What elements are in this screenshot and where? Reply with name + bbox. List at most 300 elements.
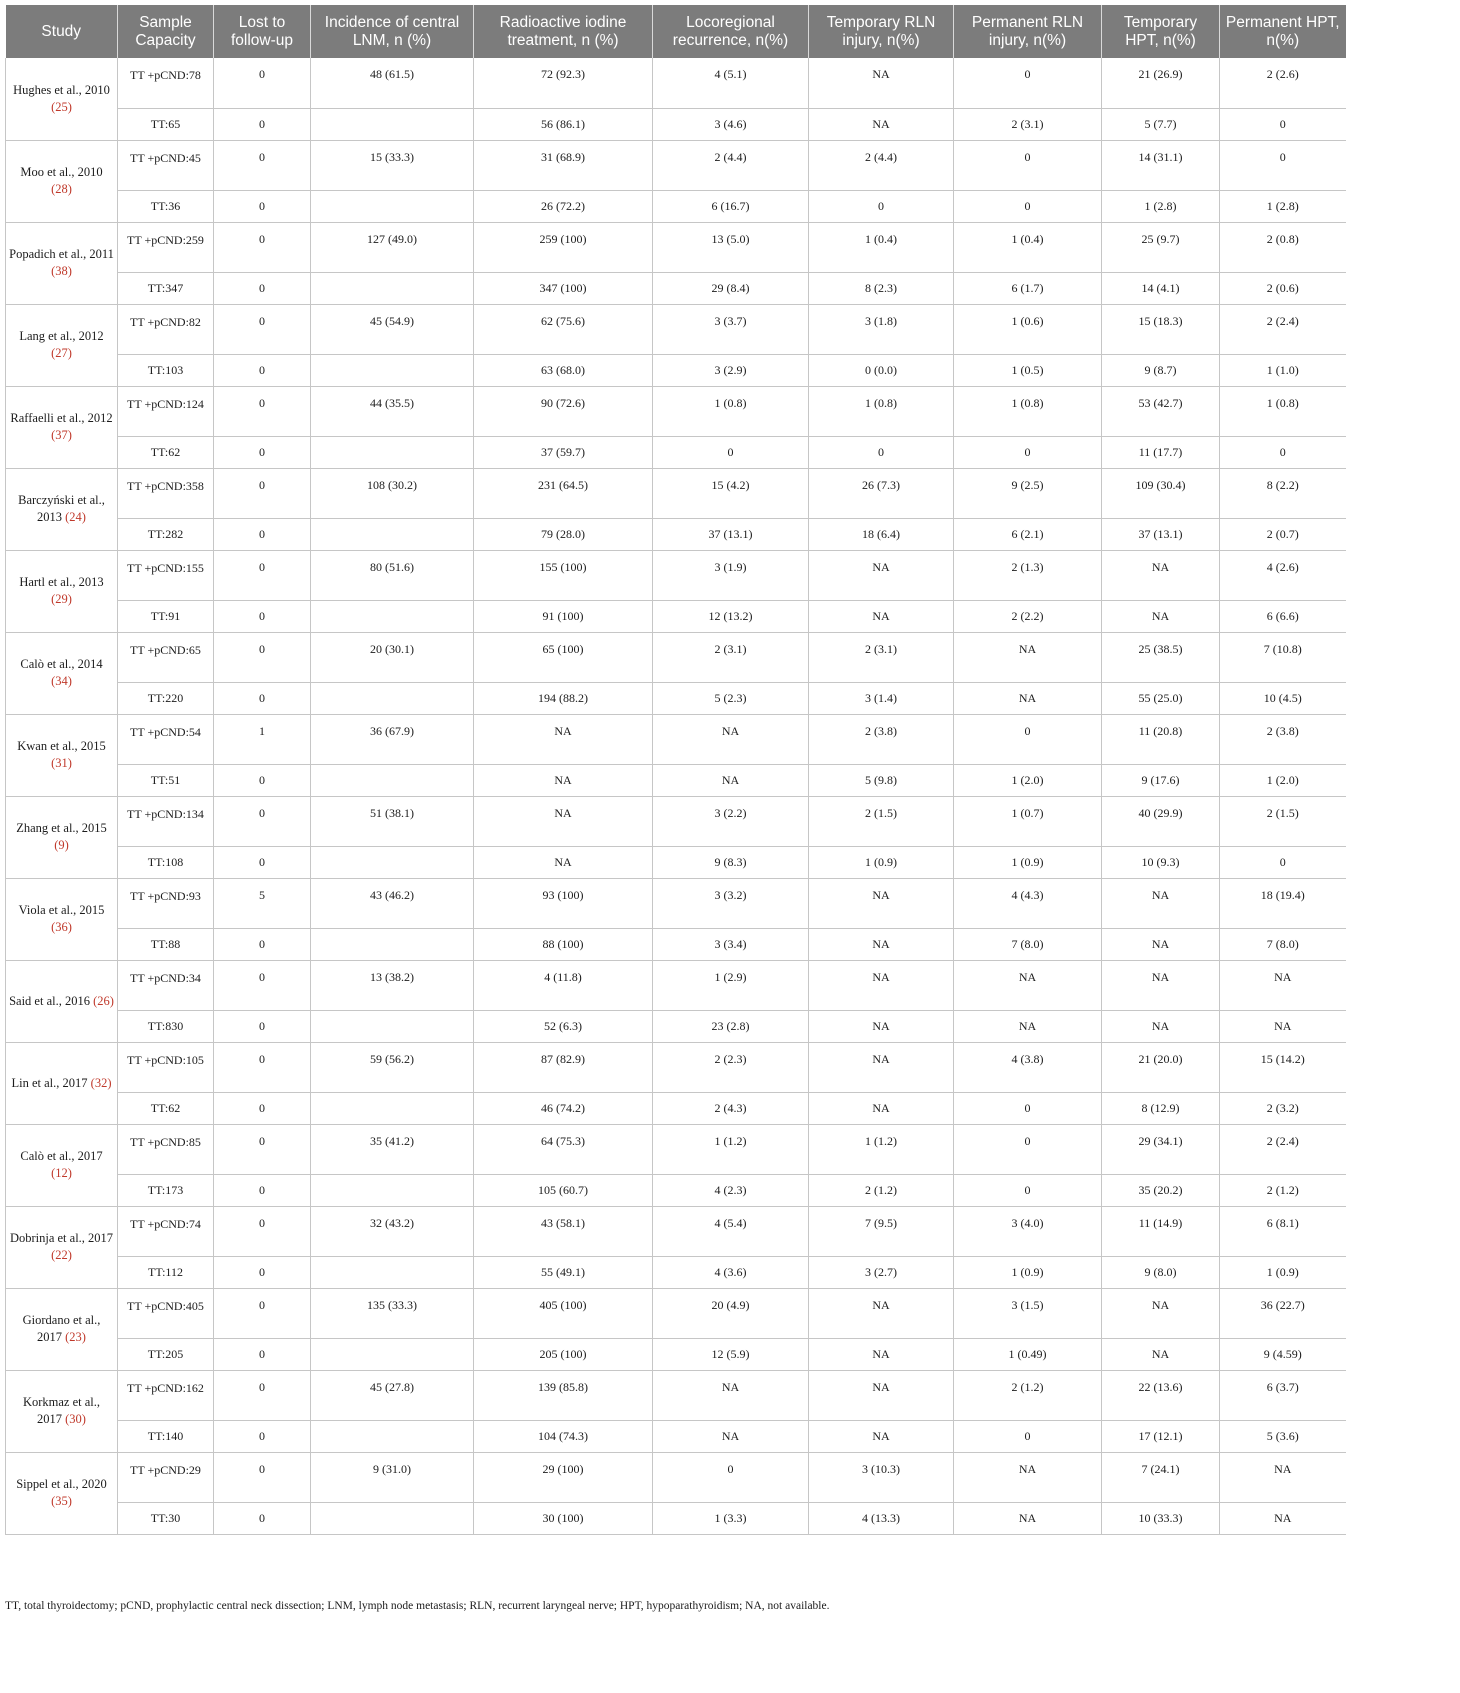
temporary-rln-injury-cell: NA xyxy=(809,928,954,960)
temporary-rln-injury-cell: NA xyxy=(809,1338,954,1370)
central-lnm-cell: 51 (38.1) xyxy=(311,796,474,846)
lost-to-follow-up-cell: 0 xyxy=(214,1502,311,1534)
permanent-hpt-cell: NA xyxy=(1220,1010,1346,1042)
central-lnm-cell xyxy=(311,108,474,140)
lost-to-follow-up-cell: 0 xyxy=(214,468,311,518)
locoregional-recurrence-cell: 29 (8.4) xyxy=(653,272,809,304)
radioactive-iodine-cell: 64 (75.3) xyxy=(474,1124,653,1174)
temporary-rln-injury-cell: 0 (0.0) xyxy=(809,354,954,386)
lost-to-follow-up-cell: 0 xyxy=(214,1124,311,1174)
temporary-rln-injury-cell: NA xyxy=(809,1370,954,1420)
lost-to-follow-up-cell: 0 xyxy=(214,518,311,550)
table-row xyxy=(6,550,1346,600)
temporary-rln-injury-cell: 3 (1.8) xyxy=(809,304,954,354)
temporary-rln-injury-cell: 0 xyxy=(809,436,954,468)
study-name: Calò et al., 2014 xyxy=(20,657,103,671)
table-row xyxy=(6,1420,1346,1452)
central-lnm-cell: 45 (54.9) xyxy=(311,304,474,354)
permanent-rln-injury-cell: 6 (1.7) xyxy=(954,272,1102,304)
reference-link[interactable]: (9) xyxy=(54,838,69,852)
permanent-rln-injury-cell: 0 xyxy=(954,190,1102,222)
header-permanent-rln-injury: Permanent RLN injury, n(%) xyxy=(954,5,1102,58)
study-cell xyxy=(6,1452,118,1534)
lost-to-follow-up-cell: 0 xyxy=(214,436,311,468)
radioactive-iodine-cell: NA xyxy=(474,764,653,796)
sample-capacity-cell: TT:205 xyxy=(118,1338,214,1370)
lost-to-follow-up-cell: 0 xyxy=(214,1092,311,1124)
sample-capacity-cell: TT +pCND:65 xyxy=(118,632,214,682)
study-cell xyxy=(6,550,118,632)
temporary-hpt-cell: 7 (24.1) xyxy=(1102,1452,1220,1502)
temporary-hpt-cell: 10 (33.3) xyxy=(1102,1502,1220,1534)
radioactive-iodine-cell: 63 (68.0) xyxy=(474,354,653,386)
header-permanent-hpt: Permanent HPT, n(%) xyxy=(1220,5,1346,58)
permanent-rln-injury-cell: 0 xyxy=(954,58,1102,108)
permanent-hpt-cell: 1 (2.0) xyxy=(1220,764,1346,796)
locoregional-recurrence-cell: 3 (4.6) xyxy=(653,108,809,140)
locoregional-recurrence-cell: NA xyxy=(653,714,809,764)
temporary-hpt-cell: 11 (20.8) xyxy=(1102,714,1220,764)
locoregional-recurrence-cell: NA xyxy=(653,1420,809,1452)
radioactive-iodine-cell: 194 (88.2) xyxy=(474,682,653,714)
table-row xyxy=(6,846,1346,878)
central-lnm-cell xyxy=(311,1092,474,1124)
temporary-hpt-cell: 25 (9.7) xyxy=(1102,222,1220,272)
table-row xyxy=(6,632,1346,682)
reference-link[interactable]: (35) xyxy=(51,1494,72,1508)
study-name: Kwan et al., 2015 xyxy=(17,739,106,753)
permanent-hpt-cell: 9 (4.59) xyxy=(1220,1338,1346,1370)
table-footnote: TT, total thyroidectomy; pCND, prophylactic central neck dissection; LNM, lymph node metastasis; RLN, recurrent laryngeal nerve; HPT, hypoparathyroidism; NA, not available. xyxy=(5,1600,830,1612)
temporary-rln-injury-cell: 2 (3.1) xyxy=(809,632,954,682)
permanent-rln-injury-cell: 1 (0.9) xyxy=(954,846,1102,878)
temporary-hpt-cell: NA xyxy=(1102,1338,1220,1370)
temporary-hpt-cell: 11 (14.9) xyxy=(1102,1206,1220,1256)
locoregional-recurrence-cell: 0 xyxy=(653,1452,809,1502)
table-row xyxy=(6,960,1346,1010)
study-cell xyxy=(6,714,118,796)
permanent-rln-injury-cell: 1 (0.6) xyxy=(954,304,1102,354)
radioactive-iodine-cell: NA xyxy=(474,846,653,878)
lost-to-follow-up-cell: 0 xyxy=(214,140,311,190)
locoregional-recurrence-cell: 0 xyxy=(653,436,809,468)
permanent-rln-injury-cell: 2 (1.3) xyxy=(954,550,1102,600)
locoregional-recurrence-cell: 1 (2.9) xyxy=(653,960,809,1010)
temporary-hpt-cell: NA xyxy=(1102,600,1220,632)
central-lnm-cell: 127 (49.0) xyxy=(311,222,474,272)
table-row xyxy=(6,518,1346,550)
permanent-hpt-cell: 2 (1.2) xyxy=(1220,1174,1346,1206)
table-row xyxy=(6,222,1346,272)
reference-link[interactable]: (29) xyxy=(51,592,72,606)
radioactive-iodine-cell: 347 (100) xyxy=(474,272,653,304)
temporary-rln-injury-cell: 18 (6.4) xyxy=(809,518,954,550)
temporary-rln-injury-cell: 3 (1.4) xyxy=(809,682,954,714)
radioactive-iodine-cell: 26 (72.2) xyxy=(474,190,653,222)
study-cell xyxy=(6,632,118,714)
central-lnm-cell: 13 (38.2) xyxy=(311,960,474,1010)
permanent-hpt-cell: 1 (1.0) xyxy=(1220,354,1346,386)
permanent-rln-injury-cell: NA xyxy=(954,682,1102,714)
sample-capacity-cell: TT:112 xyxy=(118,1256,214,1288)
radioactive-iodine-cell: 56 (86.1) xyxy=(474,108,653,140)
lost-to-follow-up-cell: 0 xyxy=(214,190,311,222)
lost-to-follow-up-cell: 0 xyxy=(214,354,311,386)
radioactive-iodine-cell: 231 (64.5) xyxy=(474,468,653,518)
sample-capacity-cell: TT:173 xyxy=(118,1174,214,1206)
permanent-hpt-cell: NA xyxy=(1220,1502,1346,1534)
lost-to-follow-up-cell: 0 xyxy=(214,682,311,714)
central-lnm-cell: 44 (35.5) xyxy=(311,386,474,436)
temporary-hpt-cell: 14 (31.1) xyxy=(1102,140,1220,190)
locoregional-recurrence-cell: 13 (5.0) xyxy=(653,222,809,272)
table-row xyxy=(6,1338,1346,1370)
lost-to-follow-up-cell: 0 xyxy=(214,550,311,600)
study-name: Popadich et al., 2011 xyxy=(9,247,114,261)
radioactive-iodine-cell: 46 (74.2) xyxy=(474,1092,653,1124)
temporary-hpt-cell: NA xyxy=(1102,928,1220,960)
temporary-rln-injury-cell: 3 (2.7) xyxy=(809,1256,954,1288)
reference-link[interactable]: (28) xyxy=(51,182,72,196)
temporary-rln-injury-cell: 2 (1.2) xyxy=(809,1174,954,1206)
lost-to-follow-up-cell: 0 xyxy=(214,272,311,304)
radioactive-iodine-cell: 205 (100) xyxy=(474,1338,653,1370)
sample-capacity-cell: TT +pCND:54 xyxy=(118,714,214,764)
temporary-rln-injury-cell: 3 (10.3) xyxy=(809,1452,954,1502)
permanent-rln-injury-cell: NA xyxy=(954,960,1102,1010)
sample-capacity-cell: TT:91 xyxy=(118,600,214,632)
locoregional-recurrence-cell: 12 (13.2) xyxy=(653,600,809,632)
central-lnm-cell xyxy=(311,436,474,468)
study-cell xyxy=(6,1288,118,1370)
lost-to-follow-up-cell: 0 xyxy=(214,58,311,108)
locoregional-recurrence-cell: 4 (2.3) xyxy=(653,1174,809,1206)
study-cell xyxy=(6,58,118,140)
temporary-hpt-cell: 21 (20.0) xyxy=(1102,1042,1220,1092)
permanent-rln-injury-cell: 3 (1.5) xyxy=(954,1288,1102,1338)
permanent-rln-injury-cell: 0 xyxy=(954,1174,1102,1206)
reference-link[interactable]: (34) xyxy=(51,674,72,688)
sample-capacity-cell: TT +pCND:82 xyxy=(118,304,214,354)
study-name: Lang et al., 2012 xyxy=(19,329,104,343)
reference-link[interactable]: (32) xyxy=(90,1075,112,1090)
central-lnm-cell xyxy=(311,764,474,796)
temporary-rln-injury-cell: NA xyxy=(809,550,954,600)
radioactive-iodine-cell: 87 (82.9) xyxy=(474,1042,653,1092)
permanent-rln-injury-cell: 2 (2.2) xyxy=(954,600,1102,632)
sample-capacity-cell: TT +pCND:85 xyxy=(118,1124,214,1174)
study-name: Viola et al., 2015 xyxy=(18,903,105,917)
central-lnm-cell xyxy=(311,928,474,960)
temporary-hpt-cell: 5 (7.7) xyxy=(1102,108,1220,140)
lost-to-follow-up-cell: 0 xyxy=(214,108,311,140)
lost-to-follow-up-cell: 0 xyxy=(214,1338,311,1370)
central-lnm-cell: 80 (51.6) xyxy=(311,550,474,600)
study-name: Calò et al., 2017 xyxy=(20,1149,103,1163)
lost-to-follow-up-cell: 0 xyxy=(214,304,311,354)
locoregional-recurrence-cell: 15 (4.2) xyxy=(653,468,809,518)
locoregional-recurrence-cell: 3 (3.4) xyxy=(653,928,809,960)
permanent-rln-injury-cell: NA xyxy=(954,1502,1102,1534)
central-lnm-cell xyxy=(311,1256,474,1288)
reference-link[interactable]: (25) xyxy=(51,99,72,114)
header-temporary-rln-injury: Temporary RLN injury, n(%) xyxy=(809,5,954,58)
table-row xyxy=(6,1092,1346,1124)
study-name: Said et al., 2016 xyxy=(9,993,90,1008)
permanent-hpt-cell: 1 (2.8) xyxy=(1220,190,1346,222)
locoregional-recurrence-cell: 6 (16.7) xyxy=(653,190,809,222)
reference-link[interactable]: (27) xyxy=(51,346,72,360)
central-lnm-cell xyxy=(311,518,474,550)
sample-capacity-cell: TT +pCND:358 xyxy=(118,468,214,518)
sample-capacity-cell: TT +pCND:78 xyxy=(118,58,214,108)
temporary-hpt-cell: 55 (25.0) xyxy=(1102,682,1220,714)
radioactive-iodine-cell: 31 (68.9) xyxy=(474,140,653,190)
central-lnm-cell: 9 (31.0) xyxy=(311,1452,474,1502)
permanent-hpt-cell: 1 (0.9) xyxy=(1220,1256,1346,1288)
table-row xyxy=(6,1174,1346,1206)
radioactive-iodine-cell: 65 (100) xyxy=(474,632,653,682)
central-lnm-cell xyxy=(311,1174,474,1206)
central-lnm-cell xyxy=(311,1010,474,1042)
study-name: Raffaelli et al., 2012 xyxy=(10,411,113,425)
temporary-hpt-cell: 10 (9.3) xyxy=(1102,846,1220,878)
study-name: Dobrinja et al., 2017 xyxy=(9,1231,114,1245)
study-name: Giordano et al., 2017 xyxy=(22,1313,101,1344)
permanent-hpt-cell: NA xyxy=(1220,1452,1346,1502)
lost-to-follow-up-cell: 0 xyxy=(214,386,311,436)
temporary-rln-injury-cell: 26 (7.3) xyxy=(809,468,954,518)
reference-link[interactable]: (12) xyxy=(51,1166,72,1180)
permanent-rln-injury-cell: 6 (2.1) xyxy=(954,518,1102,550)
temporary-rln-injury-cell: 2 (3.8) xyxy=(809,714,954,764)
permanent-rln-injury-cell: 1 (0.49) xyxy=(954,1338,1102,1370)
permanent-rln-injury-cell: 0 xyxy=(954,1092,1102,1124)
permanent-hpt-cell: 2 (2.4) xyxy=(1220,304,1346,354)
table-row xyxy=(6,108,1346,140)
sample-capacity-cell: TT:220 xyxy=(118,682,214,714)
sample-capacity-cell: TT +pCND:405 xyxy=(118,1288,214,1338)
temporary-rln-injury-cell: 4 (13.3) xyxy=(809,1502,954,1534)
permanent-rln-injury-cell: 0 xyxy=(954,714,1102,764)
temporary-hpt-cell: 109 (30.4) xyxy=(1102,468,1220,518)
lost-to-follow-up-cell: 0 xyxy=(214,222,311,272)
permanent-hpt-cell: 36 (22.7) xyxy=(1220,1288,1346,1338)
temporary-hpt-cell: 25 (38.5) xyxy=(1102,632,1220,682)
reference-link[interactable]: (23) xyxy=(65,1330,86,1344)
permanent-hpt-cell: 0 xyxy=(1220,436,1346,468)
permanent-hpt-cell: 0 xyxy=(1220,140,1346,190)
central-lnm-cell xyxy=(311,1502,474,1534)
table-row xyxy=(6,1452,1346,1502)
permanent-hpt-cell: 5 (3.6) xyxy=(1220,1420,1346,1452)
study-name: Barczyński et al., 2013 xyxy=(18,493,105,524)
lost-to-follow-up-cell: 0 xyxy=(214,1452,311,1502)
lost-to-follow-up-cell: 0 xyxy=(214,1042,311,1092)
temporary-hpt-cell: NA xyxy=(1102,1288,1220,1338)
sample-capacity-cell: TT +pCND:155 xyxy=(118,550,214,600)
temporary-rln-injury-cell: 0 xyxy=(809,190,954,222)
central-lnm-cell: 135 (33.3) xyxy=(311,1288,474,1338)
lost-to-follow-up-cell: 0 xyxy=(214,1174,311,1206)
permanent-hpt-cell: 6 (8.1) xyxy=(1220,1206,1346,1256)
temporary-hpt-cell: 21 (26.9) xyxy=(1102,58,1220,108)
radioactive-iodine-cell: NA xyxy=(474,714,653,764)
table-row xyxy=(6,682,1346,714)
permanent-rln-injury-cell: 1 (0.7) xyxy=(954,796,1102,846)
central-lnm-cell xyxy=(311,600,474,632)
central-lnm-cell xyxy=(311,354,474,386)
reference-link[interactable]: (31) xyxy=(51,756,72,770)
lost-to-follow-up-cell: 0 xyxy=(214,1206,311,1256)
temporary-rln-injury-cell: NA xyxy=(809,1288,954,1338)
permanent-hpt-cell: 7 (8.0) xyxy=(1220,928,1346,960)
temporary-hpt-cell: NA xyxy=(1102,878,1220,928)
study-cell xyxy=(6,140,118,222)
permanent-rln-injury-cell: 2 (3.1) xyxy=(954,108,1102,140)
table-row xyxy=(6,928,1346,960)
permanent-rln-injury-cell: 4 (3.8) xyxy=(954,1042,1102,1092)
radioactive-iodine-cell: 43 (58.1) xyxy=(474,1206,653,1256)
lost-to-follow-up-cell: 0 xyxy=(214,928,311,960)
locoregional-recurrence-cell: 4 (3.6) xyxy=(653,1256,809,1288)
permanent-hpt-cell: 0 xyxy=(1220,846,1346,878)
table-row xyxy=(6,600,1346,632)
permanent-rln-injury-cell: 1 (0.5) xyxy=(954,354,1102,386)
radioactive-iodine-cell: 30 (100) xyxy=(474,1502,653,1534)
radioactive-iodine-cell: 29 (100) xyxy=(474,1452,653,1502)
study-name: Moo et al., 2010 xyxy=(20,165,103,179)
table-row xyxy=(6,1206,1346,1256)
radioactive-iodine-cell: 62 (75.6) xyxy=(474,304,653,354)
sample-capacity-cell: TT:282 xyxy=(118,518,214,550)
study-name: Sippel et al., 2020 xyxy=(16,1477,107,1491)
sample-capacity-cell: TT:65 xyxy=(118,108,214,140)
permanent-hpt-cell: 15 (14.2) xyxy=(1220,1042,1346,1092)
permanent-rln-injury-cell: 7 (8.0) xyxy=(954,928,1102,960)
central-lnm-cell xyxy=(311,190,474,222)
temporary-rln-injury-cell: 1 (0.4) xyxy=(809,222,954,272)
header-sample-capacity: Sample Capacity xyxy=(118,5,214,58)
temporary-rln-injury-cell: NA xyxy=(809,108,954,140)
permanent-hpt-cell: 2 (0.6) xyxy=(1220,272,1346,304)
temporary-hpt-cell: 15 (18.3) xyxy=(1102,304,1220,354)
temporary-hpt-cell: 9 (8.0) xyxy=(1102,1256,1220,1288)
radioactive-iodine-cell: NA xyxy=(474,796,653,846)
temporary-rln-injury-cell: NA xyxy=(809,878,954,928)
central-lnm-cell: 35 (41.2) xyxy=(311,1124,474,1174)
temporary-rln-injury-cell: NA xyxy=(809,960,954,1010)
locoregional-recurrence-cell: 3 (3.7) xyxy=(653,304,809,354)
sample-capacity-cell: TT +pCND:259 xyxy=(118,222,214,272)
central-lnm-cell: 59 (56.2) xyxy=(311,1042,474,1092)
permanent-rln-injury-cell: 0 xyxy=(954,140,1102,190)
study-cell xyxy=(6,304,118,386)
temporary-hpt-cell: 11 (17.7) xyxy=(1102,436,1220,468)
reference-link[interactable]: (38) xyxy=(51,264,72,278)
table-row xyxy=(6,140,1346,190)
central-lnm-cell: 15 (33.3) xyxy=(311,140,474,190)
study-cell xyxy=(6,796,118,878)
temporary-rln-injury-cell: 1 (0.8) xyxy=(809,386,954,436)
study-cell xyxy=(6,1124,118,1206)
reference-link[interactable]: (26) xyxy=(93,993,114,1008)
locoregional-recurrence-cell: NA xyxy=(653,764,809,796)
locoregional-recurrence-cell: 1 (3.3) xyxy=(653,1502,809,1534)
lost-to-follow-up-cell: 0 xyxy=(214,1420,311,1452)
reference-link[interactable]: (22) xyxy=(51,1248,72,1262)
radioactive-iodine-cell: 37 (59.7) xyxy=(474,436,653,468)
lost-to-follow-up-cell: 0 xyxy=(214,764,311,796)
table-container xyxy=(5,5,1345,1535)
radioactive-iodine-cell: 105 (60.7) xyxy=(474,1174,653,1206)
reference-link[interactable]: (24) xyxy=(65,510,86,524)
sample-capacity-cell: TT:88 xyxy=(118,928,214,960)
locoregional-recurrence-cell: 37 (13.1) xyxy=(653,518,809,550)
sample-capacity-cell: TT +pCND:134 xyxy=(118,796,214,846)
permanent-rln-injury-cell: 1 (0.4) xyxy=(954,222,1102,272)
reference-link[interactable]: (36) xyxy=(51,920,72,934)
reference-link[interactable]: (30) xyxy=(65,1412,86,1426)
permanent-hpt-cell: 7 (10.8) xyxy=(1220,632,1346,682)
radioactive-iodine-cell: 52 (6.3) xyxy=(474,1010,653,1042)
lost-to-follow-up-cell: 0 xyxy=(214,846,311,878)
temporary-rln-injury-cell: NA xyxy=(809,600,954,632)
permanent-hpt-cell: 2 (2.6) xyxy=(1220,58,1346,108)
permanent-hpt-cell: 2 (1.5) xyxy=(1220,796,1346,846)
locoregional-recurrence-cell: 3 (2.9) xyxy=(653,354,809,386)
sample-capacity-cell: TT:62 xyxy=(118,1092,214,1124)
radioactive-iodine-cell: 93 (100) xyxy=(474,878,653,928)
sample-capacity-cell: TT +pCND:162 xyxy=(118,1370,214,1420)
reference-link[interactable]: (37) xyxy=(51,428,72,442)
locoregional-recurrence-cell: 2 (4.3) xyxy=(653,1092,809,1124)
central-lnm-cell: 108 (30.2) xyxy=(311,468,474,518)
table-row xyxy=(6,468,1346,518)
study-name: Lin et al., 2017 xyxy=(11,1075,88,1090)
temporary-hpt-cell: 37 (13.1) xyxy=(1102,518,1220,550)
sample-capacity-cell: TT:140 xyxy=(118,1420,214,1452)
sample-capacity-cell: TT:103 xyxy=(118,354,214,386)
permanent-hpt-cell: NA xyxy=(1220,960,1346,1010)
sample-capacity-cell: TT +pCND:74 xyxy=(118,1206,214,1256)
study-cell xyxy=(6,1206,118,1288)
permanent-rln-injury-cell: 0 xyxy=(954,1124,1102,1174)
permanent-hpt-cell: 8 (2.2) xyxy=(1220,468,1346,518)
lost-to-follow-up-cell: 1 xyxy=(214,714,311,764)
radioactive-iodine-cell: 4 (11.8) xyxy=(474,960,653,1010)
table-row xyxy=(6,190,1346,222)
temporary-hpt-cell: 9 (17.6) xyxy=(1102,764,1220,796)
study-cell xyxy=(6,960,118,1042)
temporary-rln-injury-cell: NA xyxy=(809,1420,954,1452)
central-lnm-cell xyxy=(311,846,474,878)
permanent-hpt-cell: 4 (2.6) xyxy=(1220,550,1346,600)
sample-capacity-cell: TT +pCND:45 xyxy=(118,140,214,190)
locoregional-recurrence-cell: 9 (8.3) xyxy=(653,846,809,878)
sample-capacity-cell: TT:108 xyxy=(118,846,214,878)
lost-to-follow-up-cell: 0 xyxy=(214,1256,311,1288)
permanent-hpt-cell: 6 (6.6) xyxy=(1220,600,1346,632)
table-header-row xyxy=(6,5,1346,58)
locoregional-recurrence-cell: 4 (5.4) xyxy=(653,1206,809,1256)
temporary-hpt-cell: 40 (29.9) xyxy=(1102,796,1220,846)
radioactive-iodine-cell: 90 (72.6) xyxy=(474,386,653,436)
central-lnm-cell: 48 (61.5) xyxy=(311,58,474,108)
temporary-hpt-cell: NA xyxy=(1102,550,1220,600)
temporary-rln-injury-cell: 5 (9.8) xyxy=(809,764,954,796)
table-row xyxy=(6,1010,1346,1042)
